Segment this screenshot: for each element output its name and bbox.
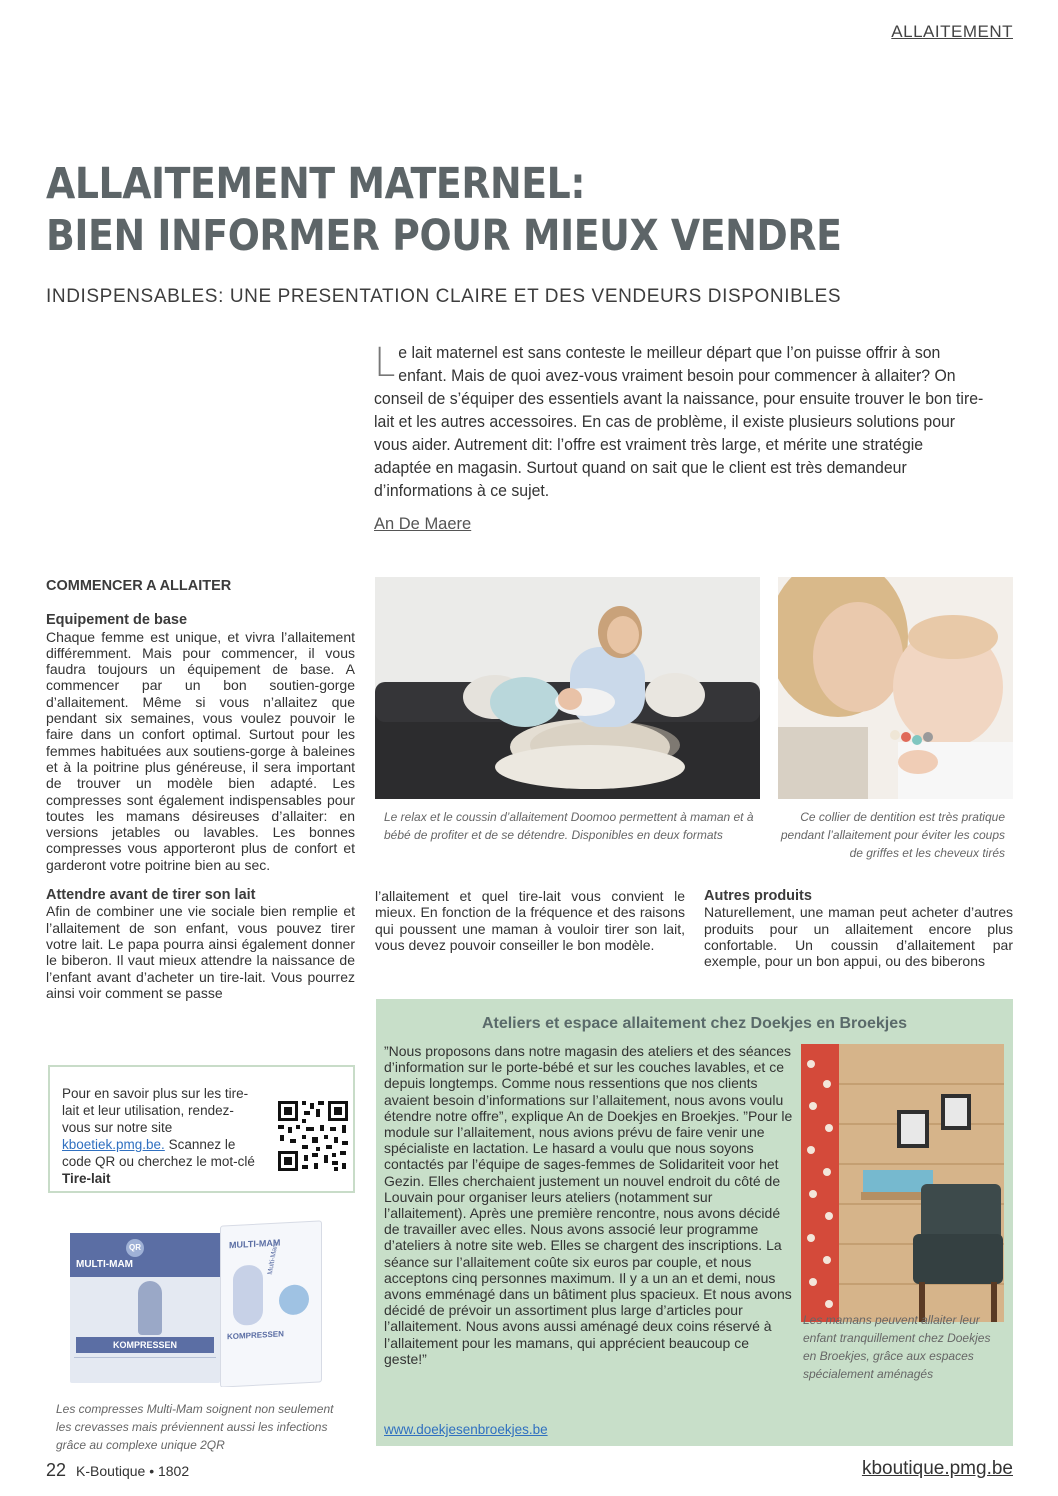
- qr-code-icon[interactable]: [276, 1099, 350, 1173]
- product-sachet: [220, 1220, 322, 1387]
- product-name: KOMPRESSEN: [76, 1337, 214, 1353]
- sidebar-website-link[interactable]: www.doekjesenbroekjes.be: [384, 1422, 548, 1437]
- sidebar-photo-caption: Les mamans peuvent allaiter leur enfant tranquillement chez Doekjes en Broekjes, grâce aux espaces spécialement aménagés: [803, 1313, 991, 1381]
- left-column: [46, 578, 355, 1001]
- subheading-equipement: Equipement de base: [46, 612, 188, 629]
- paragraph-middle: l’allaitement et quel tire-lait vous convient le mieux. En fonction de la fréquence et des raisons qui poussent une maman à vouloir tirer son lait, vous devez pouvoir conseiller le bon modèle.: [375, 888, 685, 953]
- product-image-multimam: [70, 1215, 325, 1387]
- product-rule: [74, 1357, 216, 1358]
- footer-website-link[interactable]: kboutique.pmg.be: [861, 1458, 1013, 1479]
- magazine-issue: K-Boutique • 1802: [76, 1463, 190, 1479]
- product-box: [70, 1233, 220, 1383]
- paragraph-autres-produits: Naturellement, une maman peut acheter d’autres produits pour un allaitement encore plus confortable. Un coussin d’allaitement par exemple, pour un bon appui, ou des biberons: [704, 904, 1013, 970]
- headline-line-1: ALLAITEMENT MATERNEL:: [46, 159, 586, 209]
- qr-info-text: [62, 1085, 262, 1187]
- section-title: COMMENCER A ALLAITER: [46, 578, 232, 594]
- section-tag: ALLAITEMENT: [891, 22, 1013, 41]
- right-column: [704, 888, 1013, 969]
- qr-site-link[interactable]: kboetiek.pmg.be.: [62, 1137, 165, 1152]
- sachet-name: KOMPRESSEN: [227, 1329, 284, 1342]
- photo-mother-illustration: [375, 577, 760, 799]
- subheadline: INDISPENSABLES: UNE PRESENTATION CLAIRE ET DES VENDEURS DISPONIBLES: [46, 286, 842, 307]
- paragraph-tirer-lait: Afin de combiner une vie sociale bien remplie et l’allaitement de son enfant, vous pouvez tirer votre lait. Le papa pourra ainsi également donner le biberon. Il vaut mieux attendre la naissance de l’enfant avant d’acheter un tire-lait. Vous pourrez ainsi voir comment se passe: [46, 903, 355, 1001]
- product-illustration: [138, 1281, 162, 1335]
- photo-nursing-room: [801, 1044, 1004, 1322]
- product-box-band: [70, 1233, 220, 1277]
- sachet-brand: MULTI-MAM: [229, 1237, 281, 1251]
- photo-teething-necklace: [778, 577, 1013, 799]
- subheading-autres-produits: Autres produits: [704, 888, 812, 904]
- photo-mother-breastfeeding: [375, 577, 760, 799]
- drop-cap: L: [374, 340, 396, 386]
- author-link[interactable]: An De Maere: [374, 515, 472, 533]
- sidebar-text: ”Nous proposons dans notre magasin des ateliers et des séances d’information sur le porte-bébé et sur les couches lavables, et ce depuis longtemps. Comme nous ressentions que nos clients avaient besoin d’informations sur l’allaitement, nous avons voulu étendre notre offre”, explique An de Doekjes en Broekjes. ”Pour le module sur l’allaitement, nous avions prévu de faire venir une spécialiste en lactation. Le hasard a voulu que nous soyons contactés par l’équipe de sages-femmes de Solidariteit voor het Gezin. Elles cherchaient justement un nouvel endroit du côté de Louvain pour organiser leurs ateliers (notamment sur l’allaitement). Après une première rencontre, nous avons décidé de travailler avec elles. Nous avons associé leur programme d’ateliers à notre site web. Elles se chargent des inscriptions. La séance sur l’allaitement coûte six euros par couple, et nous acceptons cinq personnes maximum. Il y a un an et demi, nous avons emménagé dans un bâtiment plus spacieux. Et nous avons décidé de prévoir un assortiment plus large d’articles pour l’allaitement. Nous avons aussi aménagé deux coins réservé à l’allaitement pour les mamans, qui apprécient beaucoup ce geste!”: [384, 1043, 793, 1367]
- lead-text: e lait maternel est sans conteste le meilleur départ que l’on puisse offrir à son enfant. Mais de quoi avez-vous vraiment besoin pour commencer à allaiter? On conseil de s’équiper des essentiels avant la naissance, pour ensuite trouver le bon tire-lait et les autres accessoires. En cas de problème, il existe plusieurs solutions pour vous aider. Autrement dit: l’offre est vraiment très large, et mérite une stratégie adaptée en magasin. Surtout quand on sait que le client est très demandeur d’informations à ce sujet.: [374, 344, 984, 500]
- paragraph-equipement: Chaque femme est unique, et vivra l’allaitement différemment. Mais pour commencer, il vous faudra toujours un équipement de base. A commencer par un bon soutien-gorge d’allaitement. Même si vous n’allaitez que pendant six semaines, vous voulez pouvoir le faire dans un confort optimal. Surtout pour les femmes habituées aux soutiens-gorge à baleines et à la poitrine plus généreuse, il sera important de trouver un modèle bien adapté. Les compresses sont également indispensables pour toutes les mamans désireuses d’allaiter: en versions jetables ou lavables. Les bonnes compresses vous apporteront plus de confort et garderont votre poitrine bien au sec.: [46, 628, 355, 873]
- subheading-tirer-lait: Attendre avant de tirer son lait: [46, 887, 256, 904]
- page-number: 22: [46, 1460, 67, 1480]
- headline-line-2: BIEN INFORMER POUR MIEUX VENDRE: [46, 211, 842, 261]
- lead-paragraph: [374, 342, 985, 503]
- sachet-brand-small: Multi-Mam: [267, 1241, 280, 1276]
- qr-text-1: Pour en savoir plus sur les tire-lait et leur utilisation, rendez-vous sur notre site: [62, 1086, 249, 1135]
- caption-product: Les compresses Multi-Mam soignent non seulement les crevasses mais préviennent aussi les infections grâce au complexe unique 2QR: [56, 1402, 334, 1452]
- headline: [46, 158, 891, 262]
- footer-page-info: [46, 1460, 189, 1481]
- sachet-badge: [279, 1284, 309, 1316]
- product-badge: QR: [126, 1239, 144, 1257]
- photo-room-illustration: [801, 1044, 1004, 1322]
- product-brand: MULTI-MAM: [76, 1259, 134, 1270]
- caption-photo-1: Le relax et le coussin d’allaitement Doomoo permettent à maman et à bébé de profiter et de se détendre. Disponibles en deux formats: [384, 810, 754, 842]
- caption-photo-2: Ce collier de dentition est très pratique pendant l’allaitement pour éviter les coups de griffes et les cheveux tirés: [780, 810, 1005, 860]
- qr-text-2: Scannez le code QR ou cherchez le mot-clé: [62, 1137, 255, 1169]
- sachet-illustration: [233, 1264, 263, 1326]
- sidebar-box-doekjes: [376, 999, 1013, 1446]
- photo-baby-illustration: [778, 577, 1013, 799]
- sidebar-title: Ateliers et espace allaitement chez Doekjes en Broekjes: [481, 1015, 908, 1032]
- qr-info-box: [48, 1065, 355, 1193]
- qr-keyword: Tire-lait: [62, 1171, 111, 1186]
- middle-column: [375, 888, 685, 953]
